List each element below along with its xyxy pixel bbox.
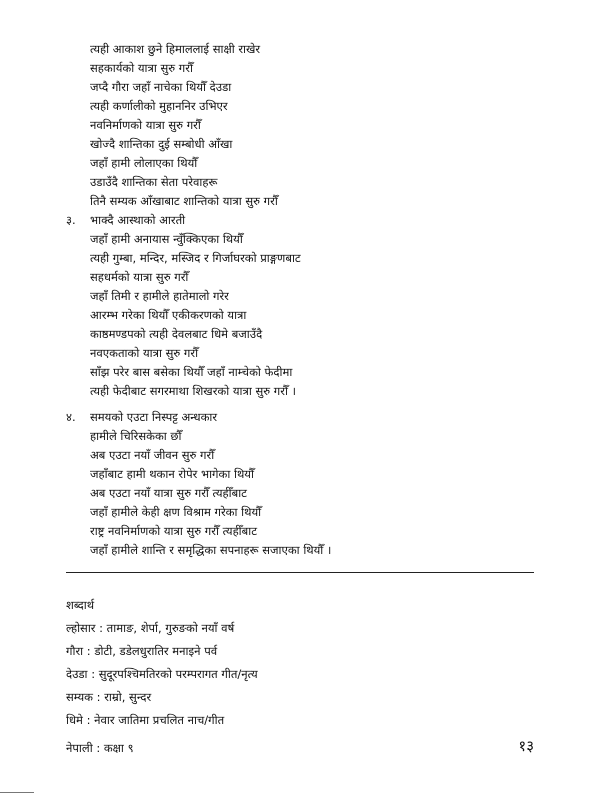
poem-line: भाक्दै आस्थाको आरती (90, 213, 186, 227)
poem-line: जहाँ तिमी र हामीले हातेमालो गरेर (90, 289, 229, 303)
poem-line: जहाँ हामी अनायास न्वुँक्किएका थियौँ (90, 232, 243, 246)
poem-line: तिनै सम्यक आँखाबाट शान्तिको यात्रा सुरु गरौँ (90, 194, 278, 208)
poem-line: अब एउटा नयाँ यात्रा सुरु गरौँ त्यहीँबाट (90, 486, 247, 500)
poem-line: जप्दै गौरा जहाँ नाचेका थियौँ देउडा (90, 80, 232, 94)
poem-line: काष्ठमण्डपको त्यही देवलबाट धिमे बजाउँदै (90, 327, 263, 341)
glossary-entry: ल्होसार : तामाङ, शेर्पा, गुरुङको नयाँ वर्ष (66, 621, 235, 635)
poem-line: सहकार्यको यात्रा सुरु गरौँ (90, 61, 193, 75)
poem-line: अब एउटा नयाँ जीवन सुरु गरौँ (90, 448, 215, 462)
poem-line: समयको एउटा निस्पट्ट अन्धकार (90, 410, 218, 424)
poem-line: जहाँ हामी लोलाएका थियौँ (90, 156, 198, 170)
poem-line: त्यही कर्णालीको मुहाननिर उभिएर (90, 99, 228, 113)
poem-line: जहाँ हामीले केही क्षण विश्राम गरेका थियौँ (90, 505, 262, 519)
poem-line: खोज्दै शान्तिका दुई सम्बोधी आँखा (90, 137, 233, 151)
poem-line: राष्ट्र नवनिर्माणको यात्रा सुरु गरौँ त्यहीँबाट (90, 524, 258, 538)
poem-line: सहधर्मको यात्रा सुरु गरौँ (90, 270, 189, 284)
poem-line: त्यही गुम्बा, मन्दिर, मस्जिद र गिर्जाघरको प्राङ्गणबाट (90, 251, 301, 265)
footer-subject: नेपाली : कक्षा ९ (66, 741, 134, 755)
poem-line: नवनिर्माणको यात्रा सुरु गरौँ (90, 118, 201, 132)
poem-line: त्यही फेदीबाट सगरमाथा शिखरको यात्रा सुरु गरौँ । (90, 384, 296, 398)
glossary-heading: शब्दार्थ (66, 598, 95, 612)
glossary-entry: सम्यक : राम्रो, सुन्दर (66, 690, 152, 704)
poem-line: साँझ परेर बास बसेका थियौँ जहाँ नाम्चेको फेदीमा (90, 365, 293, 379)
corner-rule (0, 792, 34, 793)
glossary-entry: धिमे : नेवार जातिमा प्रचलित नाच/गीत (66, 713, 225, 727)
poem-line: त्यही आकाश छुने हिमाललाई साक्षी राखेर (90, 42, 261, 56)
poem-line: नवएकताको यात्रा सुरु गरौँ (90, 346, 199, 360)
glossary-entry: गौरा : डोटी, डडेलधुरातिर मनाइने पर्व (66, 644, 218, 658)
poem-line: उडाउँदै शान्तिका सेता परेवाहरू (90, 175, 218, 189)
poem-line: जहाँ हामीले शान्ति र समृद्धिका सपनाहरू सजाएका थियौँ । (90, 543, 332, 557)
poem-line: जहाँबाट हामी थकान रोपेर भागेका थियौँ (90, 467, 254, 481)
poem-line: आरम्भ गरेका थियौँ एकीकरणको यात्रा (90, 308, 247, 322)
stanza-number: ४. (66, 410, 76, 424)
glossary-entry: देउडा : सुदूरपश्चिमतिरको परम्परागत गीत/नृत्य (66, 667, 258, 681)
section-divider (66, 572, 534, 573)
stanza-number: ३. (66, 213, 76, 227)
poem-line: हामीले चिरिसकेका छौँ (90, 429, 182, 443)
page-number: १३ (518, 737, 534, 755)
